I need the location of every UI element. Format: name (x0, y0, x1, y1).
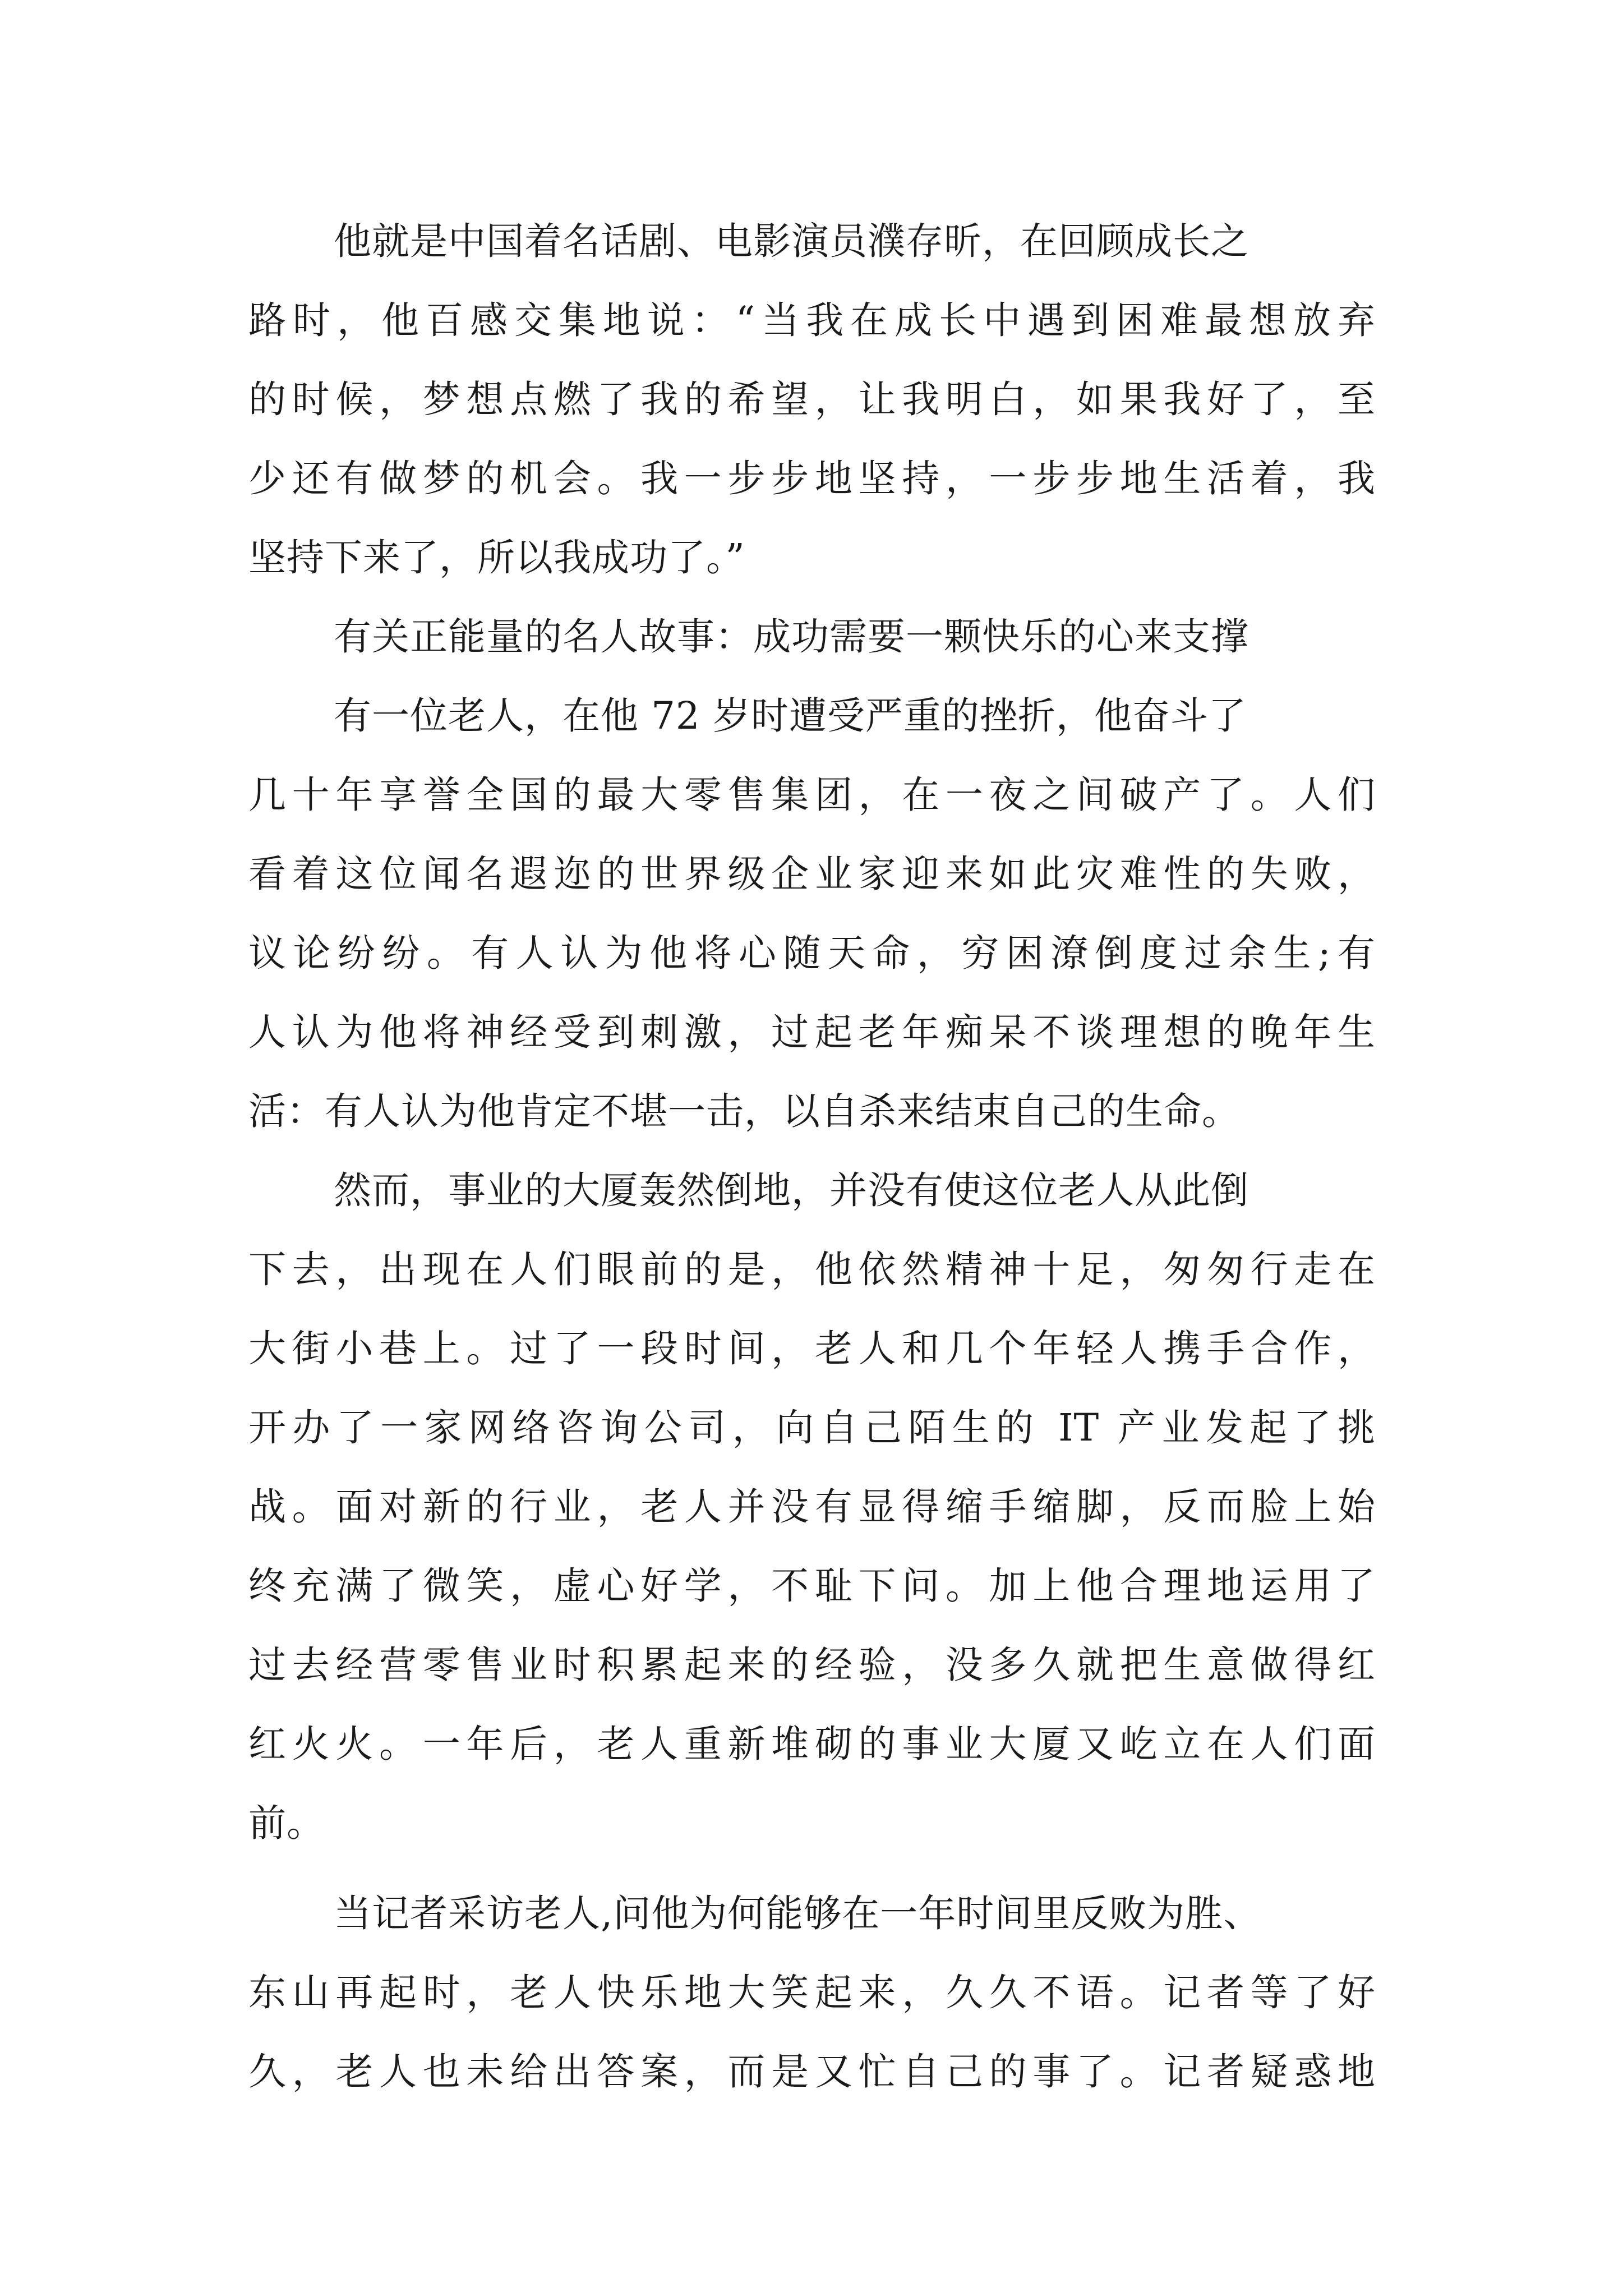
paragraph-5-line-2: 东山再起时，老人快乐地大笑起来，久久不语。记者等了好 (248, 1971, 1376, 2014)
paragraph-1-line-3: 的时候，梦想点燃了我的希望，让我明白，如果我好了，至 (248, 378, 1376, 421)
paragraph-5-line-1: 当记者采访老人,问他为何能够在一年时间里反败为胜、 (334, 1892, 1262, 1935)
paragraph-3-line-2: 几十年享誉全国的最大零售集团，在一夜之间破产了。人们 (248, 773, 1376, 817)
paragraph-3-line-6: 活：有人认为他肯定不堪一击，以自杀来结束自己的生命。 (248, 1089, 1240, 1133)
paragraph-3-line-4: 议论纷纷。有人认为他将心随天命，穷困潦倒度过余生;有 (248, 931, 1376, 975)
paragraph-4-line-8: 红火火。一年后，老人重新堆砌的事业大厦又屹立在人们面 (248, 1722, 1376, 1766)
paragraph-4-line-7: 过去经营零售业时积累起来的经验，没多久就把生意做得红 (248, 1643, 1376, 1687)
paragraph-1-line-4: 少还有做梦的机会。我一步步地坚持，一步步地生活着，我 (248, 457, 1376, 500)
body-text (248, 202, 1376, 2111)
paragraph-4-line-5: 战。面对新的行业，老人并没有显得缩手缩脚，反而脸上始 (248, 1485, 1376, 1529)
paragraph-3-line-1: 有一位老人，在他 72 岁时遭受严重的挫折，他奋斗了 (334, 694, 1247, 738)
paragraph-1-line-5: 坚持下来了，所以我成功了。” (248, 536, 745, 579)
paragraph-1-line-1: 他就是中国着名话剧、电影演员濮存昕，在回顾成长之 (334, 219, 1249, 263)
paragraph-4-line-6: 终充满了微笑，虚心好学，不耻下问。加上他合理地运用了 (248, 1564, 1376, 1608)
paragraph-4-line-4: 开办了一家网络咨询公司，向自己陌生的 IT 产业发起了挑 (248, 1406, 1376, 1450)
paragraph-gap (248, 1863, 1376, 1874)
paragraph-1-line-2: 路时，他百感交集地说：“当我在成长中遇到困难最想放弃 (248, 298, 1376, 342)
paragraph-4-line-2: 下去，出现在人们眼前的是，他依然精神十足，匆匆行走在 (248, 1248, 1376, 1291)
paragraph-4-line-9: 前。 (248, 1801, 325, 1845)
paragraph-3-line-3: 看着这位闻名遐迩的世界级企业家迎来如此灾难性的失败， (248, 852, 1376, 896)
paragraph-4-line-3: 大街小巷上。过了一段时间，老人和几个年轻人携手合作， (248, 1327, 1376, 1370)
paragraph-3-line-5: 人认为他将神经受到刺激，过起老年痴呆不谈理想的晚年生 (248, 1010, 1376, 1054)
paragraph-5-line-3: 久，老人也未给出答案，而是又忙自己的事了。记者疑惑地 (248, 2050, 1376, 2093)
paragraph-4-line-1: 然而，事业的大厦轰然倒地，并没有使这位老人从此倒 (334, 1168, 1249, 1212)
section-heading: 有关正能量的名人故事：成功需要一颗快乐的心来支撑 (334, 615, 1249, 659)
